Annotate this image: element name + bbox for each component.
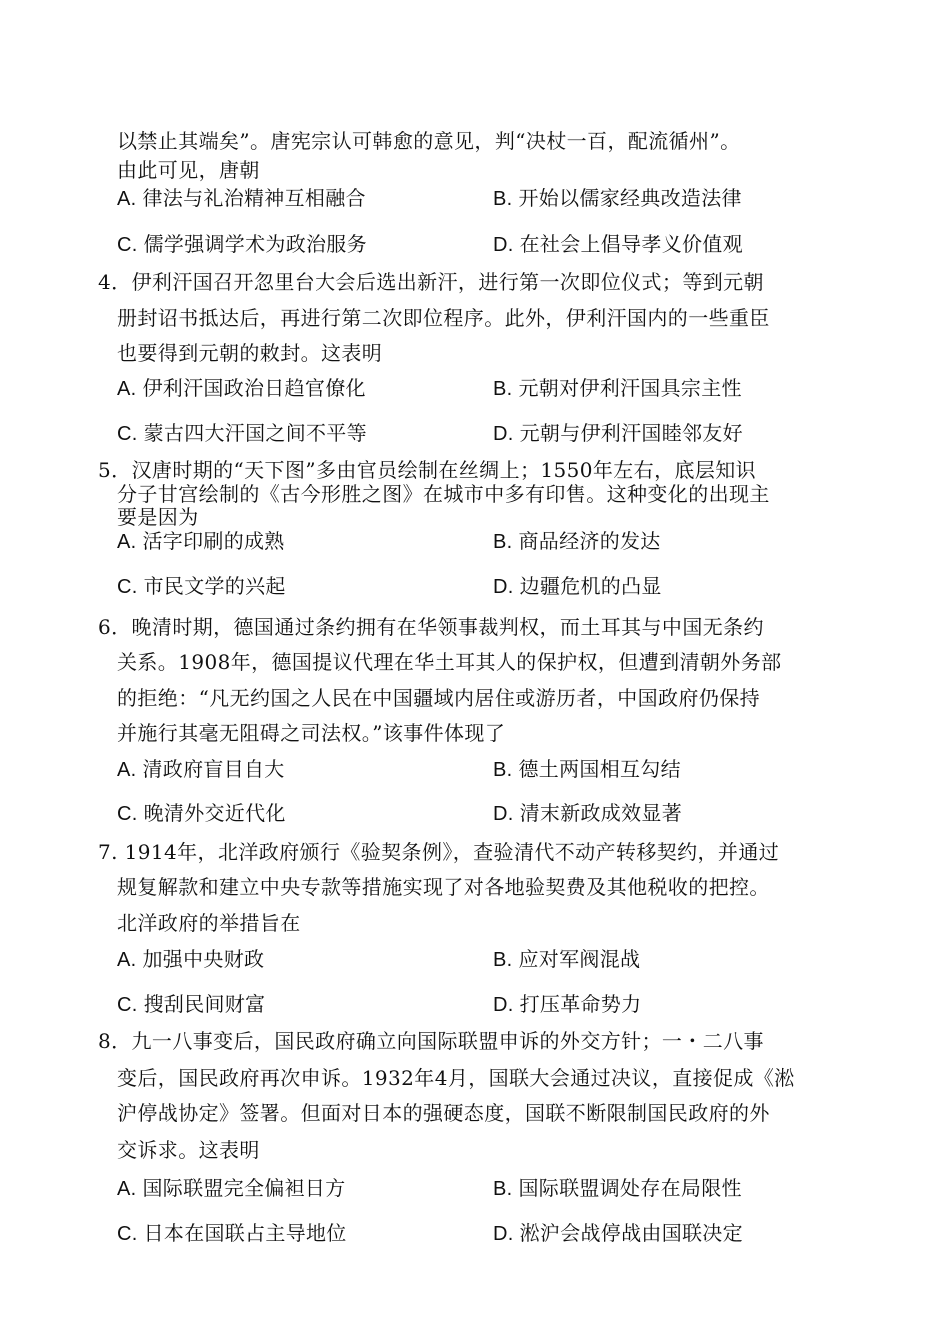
question-7-option-a[interactable] [117, 947, 264, 972]
option-text: 国际联盟完全偏袒日方 [142, 1176, 346, 1200]
question-6-option-a[interactable] [117, 757, 285, 782]
option-text: 加强中央财政 [142, 947, 265, 971]
question-8-line-2: 变后，国民政府再次申诉。1932年4月，国联大会通过决议，直接促成《淞 [117, 1066, 795, 1090]
question-3-option-a[interactable] [117, 186, 366, 211]
question-6-line-1: 6．晚清时期，德国通过条约拥有在华领事裁判权，而土耳其与中国无条约 [98, 615, 764, 639]
question-5-line-1: 5．汉唐时期的“天下图”多由官员绘制在丝绸上；1550年左右，底层知识 [98, 458, 757, 482]
option-text: 搜刮民间财富 [143, 992, 266, 1016]
option-letter: B. [493, 531, 513, 553]
question-8-line-3: 沪停战协定》签署。但面对日本的强硬态度，国联不断限制国民政府的外 [117, 1101, 770, 1125]
option-text: 在社会上倡导孝义价值观 [519, 232, 743, 256]
option-letter: A. [117, 1178, 137, 1200]
question-6-line-2: 关系。1908年，德国提议代理在华土耳其人的保护权，但遭到清朝外务部 [117, 650, 782, 674]
question-6-line-4: 并施行其毫无阻碍之司法权。”该事件体现了 [117, 721, 506, 745]
option-letter: B. [493, 188, 513, 210]
question-7-option-c[interactable] [117, 992, 265, 1017]
option-text: 边疆危机的凸显 [519, 574, 662, 598]
option-letter: C. [117, 803, 138, 825]
option-text: 清末新政成效显著 [519, 801, 683, 825]
option-letter: D. [493, 423, 514, 445]
option-text: 晚清外交近代化 [143, 801, 286, 825]
option-text: 淞沪会战停战由国联决定 [519, 1221, 743, 1245]
option-letter: D. [493, 803, 514, 825]
option-letter: B. [493, 759, 513, 781]
question-7-option-d[interactable] [493, 992, 641, 1017]
option-text: 打压革命势力 [519, 992, 642, 1016]
option-letter: D. [493, 1223, 514, 1245]
option-letter: C. [117, 423, 138, 445]
option-letter: B. [493, 949, 513, 971]
option-text: 蒙古四大汗国之间不平等 [143, 421, 367, 445]
option-text: 清政府盲目自大 [142, 757, 285, 781]
option-letter: C. [117, 1223, 138, 1245]
option-text: 日本在国联占主导地位 [143, 1221, 347, 1245]
question-4-option-d[interactable] [493, 421, 743, 446]
question-3-option-d[interactable] [493, 232, 743, 257]
question-7-option-b[interactable] [493, 947, 640, 972]
question-7-line-1: 7. 1914年，北洋政府颁行《验契条例》，查验清代不动产转移契约，并通过 [98, 840, 780, 864]
question-8-option-b[interactable] [493, 1176, 742, 1201]
question-4-line-2: 册封诏书抵达后，再进行第二次即位程序。此外，伊利汗国内的一些重臣 [117, 306, 770, 330]
option-text: 伊利汗国政治日趋官僚化 [142, 376, 366, 400]
question-4-line-3: 也要得到元朝的敕封。这表明 [117, 341, 383, 365]
question-6-line-3: 的拒绝：“凡无约国之人民在中国疆域内居住或游历者，中国政府仍保持 [117, 686, 761, 710]
option-letter: D. [493, 234, 514, 256]
option-letter: D. [493, 994, 514, 1016]
question-5-option-a[interactable] [117, 529, 285, 554]
question-5-line-2: 分子甘宫绘制的《古今形胜之图》在城市中多有印售。这种变化的出现主 [117, 482, 770, 506]
option-letter: C. [117, 234, 138, 256]
question-7-line-3: 北洋政府的举措旨在 [117, 911, 301, 935]
question-4-line-1: 4．伊利汗国召开忽里台大会后选出新汗，进行第一次即位仪式；等到元朝 [98, 270, 764, 294]
option-text: 元朝对伊利汗国具宗主性 [518, 376, 742, 400]
question-3-option-c[interactable] [117, 232, 367, 257]
option-letter: C. [117, 994, 138, 1016]
option-letter: A. [117, 759, 137, 781]
option-text: 应对军阀混战 [518, 947, 641, 971]
question-6-option-b[interactable] [493, 757, 681, 782]
question-5-option-d[interactable] [493, 574, 662, 599]
question-5-line-3: 要是因为 [117, 505, 199, 529]
option-text: 元朝与伊利汗国睦邻友好 [519, 421, 743, 445]
option-text: 儒学强调学术为政治服务 [143, 232, 367, 256]
option-letter: A. [117, 531, 137, 553]
option-letter: D. [493, 576, 514, 598]
question-8-option-c[interactable] [117, 1221, 347, 1246]
question-8-line-4: 交诉求。这表明 [117, 1138, 260, 1162]
question-6-option-c[interactable] [117, 801, 286, 826]
option-letter: A. [117, 949, 137, 971]
option-text: 活字印刷的成熟 [142, 529, 285, 553]
option-text: 德土两国相互勾结 [518, 757, 681, 781]
option-text: 商品经济的发达 [518, 529, 661, 553]
question-5-option-b[interactable] [493, 529, 661, 554]
question-4-option-b[interactable] [493, 376, 742, 401]
option-text: 开始以儒家经典改造法律 [518, 186, 742, 210]
question-8-option-a[interactable] [117, 1176, 346, 1201]
question-4-option-c[interactable] [117, 421, 367, 446]
option-letter: A. [117, 188, 137, 210]
option-letter: B. [493, 378, 513, 400]
question-4-option-a[interactable] [117, 376, 366, 401]
question-7-line-2: 规复解款和建立中央专款等措施实现了对各地验契费及其他税收的把控。 [117, 875, 770, 899]
option-text: 市民文学的兴起 [143, 574, 286, 598]
question-8-line-1: 8．九一八事变后，国民政府确立向国际联盟申诉的外交方针；一・二八事 [98, 1029, 764, 1053]
question-5-option-c[interactable] [117, 574, 286, 599]
question-6-option-d[interactable] [493, 801, 682, 826]
question-3-option-b[interactable] [493, 186, 742, 211]
option-letter: C. [117, 576, 138, 598]
question-3-line-2: 由此可见，唐朝 [117, 158, 260, 182]
option-text: 律法与礼治精神互相融合 [142, 186, 366, 210]
option-text: 国际联盟调处存在局限性 [518, 1176, 742, 1200]
option-letter: B. [493, 1178, 513, 1200]
question-3-line-1: 以禁止其端矣”。唐宪宗认可韩愈的意见，判“决杖一百，配流循州”。 [117, 129, 741, 153]
option-letter: A. [117, 378, 137, 400]
question-8-option-d[interactable] [493, 1221, 743, 1246]
